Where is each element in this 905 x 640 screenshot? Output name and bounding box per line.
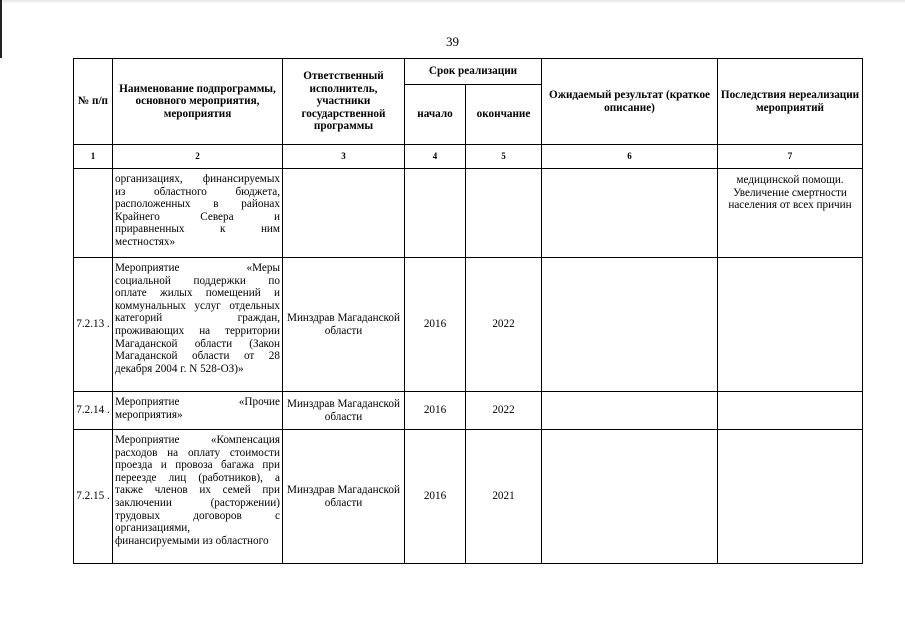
scan-edge-top bbox=[0, 0, 905, 3]
header-consequences: Последствия нереализации мероприятий bbox=[718, 59, 863, 145]
row-consequences bbox=[718, 430, 863, 564]
program-table bbox=[73, 58, 863, 564]
header-period: Срок реализации bbox=[405, 59, 542, 85]
row-start: 2016 bbox=[405, 392, 466, 430]
column-index: 1 bbox=[74, 145, 113, 169]
page-number: 39 bbox=[446, 34, 459, 49]
row-expected bbox=[542, 258, 718, 392]
row-end: 2022 bbox=[466, 392, 542, 430]
column-index: 2 bbox=[113, 145, 283, 169]
row-num: 7.2.14 . bbox=[74, 392, 113, 430]
row-num bbox=[74, 169, 113, 258]
table-row bbox=[74, 430, 863, 564]
row-consequences: медицинской помощи. Увеличение смертности населения от всех причин bbox=[718, 169, 863, 258]
row-num: 7.2.15 . bbox=[74, 430, 113, 564]
row-start bbox=[405, 169, 466, 258]
column-index: 5 bbox=[466, 145, 542, 169]
row-end: 2021 bbox=[466, 430, 542, 564]
row-start: 2016 bbox=[405, 430, 466, 564]
column-index: 6 bbox=[542, 145, 718, 169]
row-name: Мероприятие «Компенсация расходов на оплату стоимости проезда и провоза багажа при переезде лиц (работников), а также членов их семей при заключении (расторжении) трудовых договоров с организациями, финансируемыми из областного bbox=[113, 430, 283, 564]
header-name: Наименование подпрограммы, основного мероприятия, мероприятия bbox=[113, 59, 283, 145]
row-consequences bbox=[718, 258, 863, 392]
row-consequences bbox=[718, 392, 863, 430]
table-row bbox=[74, 258, 863, 392]
row-executor: Минздрав Магаданской области bbox=[283, 258, 405, 392]
column-index: 7 bbox=[718, 145, 863, 169]
row-start: 2016 bbox=[405, 258, 466, 392]
row-expected bbox=[542, 392, 718, 430]
row-expected bbox=[542, 169, 718, 258]
table-row bbox=[74, 169, 863, 258]
row-num: 7.2.13 . bbox=[74, 258, 113, 392]
row-executor bbox=[283, 169, 405, 258]
column-index: 3 bbox=[283, 145, 405, 169]
row-end bbox=[466, 169, 542, 258]
row-name: Мероприятие «Меры социальной поддержки по оплате жилых помещений и коммунальных услуг отдельных категорий граждан, проживающих на территории Магаданской области (Закон Магаданской области от 28 декабря 2004 г. N 528-ОЗ)» bbox=[113, 258, 283, 392]
row-executor: Минздрав Магаданской области bbox=[283, 392, 405, 430]
header-start: начало bbox=[405, 85, 466, 145]
row-executor: Минздрав Магаданской области bbox=[283, 430, 405, 564]
header-num: № п/п bbox=[74, 59, 113, 145]
column-index: 4 bbox=[405, 145, 466, 169]
header-expected: Ожидаемый результат (краткое описание) bbox=[542, 59, 718, 145]
row-end: 2022 bbox=[466, 258, 542, 392]
header-end: окончание bbox=[466, 85, 542, 145]
row-expected bbox=[542, 430, 718, 564]
row-name: организациях, финансируемых из областного бюджета, расположенных в районах Крайнего Севера и приравненных к ним местностях» bbox=[113, 169, 283, 258]
table-row bbox=[74, 392, 863, 430]
row-name: Мероприятие «Прочие мероприятия» bbox=[113, 392, 283, 430]
header-executor: Ответственный исполнитель, участники государственной программы bbox=[283, 59, 405, 145]
